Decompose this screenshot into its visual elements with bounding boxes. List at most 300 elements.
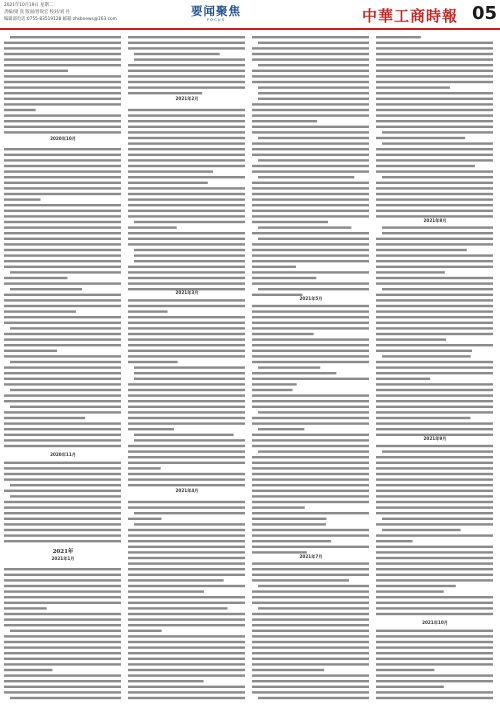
text-line	[4, 523, 121, 525]
text-line	[10, 697, 121, 699]
text-line	[258, 607, 369, 609]
text-line	[252, 652, 369, 654]
text-line	[128, 506, 245, 508]
text-line	[4, 64, 121, 66]
text-line	[4, 417, 85, 419]
text-line	[128, 534, 245, 536]
text-line	[258, 450, 369, 452]
text-line	[128, 355, 245, 357]
text-line	[128, 641, 245, 643]
section-subtitle: FOCUS	[206, 17, 225, 22]
text-line	[4, 501, 121, 503]
text-line	[4, 473, 121, 475]
text-line	[4, 81, 121, 83]
text-line	[128, 607, 228, 609]
text-line	[128, 170, 213, 172]
editor-line: 责编/梁 真 版面/曾锐宏 校对/刘 丹	[4, 10, 70, 15]
text-line	[4, 221, 121, 223]
text-line	[4, 579, 121, 581]
text-line	[382, 176, 493, 178]
text-column-2	[128, 34, 246, 704]
text-line	[4, 92, 121, 94]
text-line	[376, 47, 493, 49]
month-heading: 2021年7月	[299, 554, 323, 559]
text-line	[128, 142, 245, 144]
text-line	[4, 646, 121, 648]
text-line	[128, 310, 167, 312]
text-line	[252, 624, 369, 626]
text-line	[376, 187, 493, 189]
text-line	[134, 372, 245, 374]
contact-line: 编辑部电话:0755-83519128 邮箱:zhsbnews@163.com	[4, 17, 117, 22]
text-line	[4, 624, 121, 626]
text-line	[376, 70, 493, 72]
text-line	[258, 697, 369, 699]
text-line	[252, 305, 369, 307]
text-line	[252, 232, 369, 234]
text-line	[376, 243, 493, 245]
text-line	[252, 602, 369, 604]
text-line	[4, 204, 121, 206]
text-line	[376, 193, 493, 195]
text-line	[4, 652, 121, 654]
text-line	[4, 238, 121, 240]
text-line	[4, 86, 121, 88]
text-line	[376, 81, 493, 83]
text-line	[4, 333, 121, 335]
text-line	[382, 131, 493, 133]
text-line	[376, 294, 493, 296]
text-line	[252, 75, 369, 77]
text-line	[128, 338, 245, 340]
text-line	[376, 170, 493, 172]
text-line	[252, 512, 369, 514]
text-line	[4, 428, 121, 430]
text-line	[128, 697, 245, 699]
text-line	[128, 450, 245, 452]
text-line	[252, 310, 369, 312]
text-line	[128, 406, 245, 408]
text-line	[252, 322, 369, 324]
text-line	[376, 501, 493, 503]
text-line	[134, 366, 245, 368]
text-line	[382, 529, 461, 531]
text-line	[252, 630, 369, 632]
text-line	[4, 187, 121, 189]
text-line	[376, 652, 493, 654]
text-line	[128, 686, 245, 688]
text-line	[128, 618, 245, 620]
text-line	[128, 546, 245, 548]
text-line	[376, 182, 493, 184]
text-line	[376, 277, 493, 279]
text-line	[128, 75, 245, 77]
text-line	[128, 484, 245, 486]
text-line	[128, 226, 177, 228]
text-line	[252, 406, 369, 408]
text-line	[128, 691, 245, 693]
text-line	[134, 378, 245, 380]
text-line	[128, 680, 204, 682]
text-line	[376, 154, 493, 156]
text-line	[128, 114, 245, 116]
text-line	[128, 411, 245, 413]
text-line	[4, 355, 121, 357]
text-line	[376, 299, 493, 301]
text-line	[4, 277, 67, 279]
text-line	[252, 204, 369, 206]
text-line	[252, 327, 369, 329]
text-line	[128, 126, 245, 128]
text-line	[128, 238, 245, 240]
text-line	[252, 81, 369, 83]
text-line	[382, 450, 493, 452]
text-line	[4, 422, 121, 424]
text-line	[128, 568, 245, 570]
text-line	[376, 316, 493, 318]
text-line	[128, 327, 245, 329]
text-line	[4, 159, 121, 161]
text-line	[382, 355, 471, 357]
month-heading: 2021年5月	[299, 296, 323, 301]
text-line	[128, 389, 245, 391]
text-line	[128, 518, 162, 520]
text-line	[4, 260, 121, 262]
text-line	[4, 210, 121, 212]
text-line	[252, 534, 369, 536]
text-line	[252, 266, 296, 268]
text-line	[376, 271, 445, 273]
text-line	[376, 282, 493, 284]
text-line	[4, 338, 121, 340]
text-line	[128, 428, 174, 430]
text-line	[128, 574, 245, 576]
text-line	[4, 316, 121, 318]
text-line	[4, 641, 121, 643]
text-line	[10, 630, 121, 632]
text-line	[134, 523, 245, 525]
text-line	[10, 36, 121, 38]
text-line	[10, 484, 121, 486]
text-line	[4, 226, 121, 228]
text-line	[376, 36, 421, 38]
text-line	[252, 260, 369, 262]
text-line	[376, 137, 465, 139]
text-line	[252, 372, 336, 374]
text-line	[4, 299, 121, 301]
text-line	[128, 131, 245, 133]
text-line	[10, 327, 121, 329]
text-line	[376, 568, 493, 570]
text-lines-column-1	[4, 34, 122, 704]
text-line	[252, 422, 369, 424]
month-heading: 2021年1月	[51, 556, 75, 561]
month-heading: 2020年10月	[50, 136, 76, 141]
text-line	[382, 142, 493, 144]
text-line	[128, 674, 245, 676]
text-line	[128, 271, 245, 273]
text-line	[376, 585, 456, 587]
text-line	[128, 624, 245, 626]
text-line	[376, 210, 493, 212]
text-line	[252, 198, 369, 200]
text-line	[4, 478, 121, 480]
page-header	[0, 0, 500, 30]
text-line	[252, 215, 369, 217]
text-line	[252, 646, 369, 648]
text-line	[376, 92, 493, 94]
text-line	[4, 243, 121, 245]
text-line	[4, 618, 121, 620]
text-line	[4, 249, 121, 251]
text-line	[128, 137, 245, 139]
text-line	[128, 350, 245, 352]
text-line	[252, 473, 369, 475]
text-line	[4, 378, 121, 380]
text-line	[128, 400, 245, 402]
text-line	[4, 602, 121, 604]
text-line	[252, 383, 297, 385]
text-line	[128, 551, 245, 553]
text-line	[376, 512, 493, 514]
month-heading: 2021年8月	[423, 218, 447, 223]
month-heading: 2021年10月	[422, 620, 448, 625]
text-line	[4, 383, 121, 385]
text-line	[4, 585, 121, 587]
text-line	[4, 165, 121, 167]
text-line	[128, 602, 245, 604]
text-line	[4, 47, 121, 49]
text-line	[128, 109, 245, 111]
text-line	[4, 529, 121, 531]
text-line	[252, 635, 369, 637]
text-line	[4, 663, 121, 665]
text-line	[4, 691, 121, 693]
text-line	[252, 254, 369, 256]
text-line	[128, 64, 245, 66]
text-line	[4, 198, 41, 200]
text-line	[252, 529, 369, 531]
text-line	[128, 596, 245, 598]
text-line	[128, 635, 245, 637]
text-line	[376, 394, 493, 396]
text-line	[376, 478, 493, 480]
text-line	[252, 70, 369, 72]
text-line	[128, 529, 245, 531]
text-line	[252, 221, 328, 223]
text-line	[4, 310, 76, 312]
text-line	[252, 344, 369, 346]
text-line	[376, 506, 493, 508]
text-line	[376, 579, 493, 581]
text-line	[252, 36, 369, 38]
text-line	[382, 232, 493, 234]
text-line	[10, 495, 121, 497]
text-line	[258, 238, 369, 240]
text-line	[252, 350, 369, 352]
text-line	[376, 562, 493, 564]
text-line	[128, 456, 245, 458]
text-line	[128, 36, 245, 38]
text-line	[128, 562, 245, 564]
text-line	[252, 518, 326, 520]
text-line	[252, 243, 369, 245]
text-line	[252, 691, 369, 693]
text-line	[4, 254, 121, 256]
text-line	[10, 271, 121, 273]
text-line	[252, 361, 369, 363]
text-line	[252, 47, 369, 49]
text-line	[252, 355, 369, 357]
text-line	[4, 680, 121, 682]
text-line	[252, 58, 369, 60]
text-line	[376, 646, 493, 648]
text-line	[252, 333, 314, 335]
text-line	[252, 579, 349, 581]
text-line	[376, 159, 493, 161]
text-line	[376, 540, 413, 542]
text-column-4	[376, 34, 494, 704]
text-line	[4, 372, 121, 374]
text-line	[10, 389, 121, 391]
text-line	[252, 417, 369, 419]
text-line	[134, 53, 220, 55]
text-line	[258, 137, 369, 139]
text-line	[128, 652, 245, 654]
text-line	[4, 266, 121, 268]
text-line	[252, 400, 369, 402]
text-line	[252, 210, 369, 212]
text-line	[252, 394, 369, 396]
text-line	[376, 266, 493, 268]
text-line	[128, 277, 245, 279]
text-line	[128, 383, 245, 385]
text-line	[376, 523, 493, 525]
text-line	[252, 316, 369, 318]
text-line	[128, 299, 245, 301]
text-line	[258, 92, 369, 94]
text-line	[4, 490, 121, 492]
text-line	[128, 187, 245, 189]
text-line	[252, 686, 369, 688]
text-line	[4, 434, 121, 436]
text-column-1	[4, 34, 122, 704]
text-line	[252, 680, 369, 682]
text-line	[134, 512, 245, 514]
text-line	[4, 445, 121, 447]
text-line	[252, 501, 369, 503]
text-line	[252, 170, 369, 172]
text-line	[376, 630, 493, 632]
text-line	[252, 338, 369, 340]
text-line	[252, 574, 369, 576]
text-line	[252, 120, 317, 122]
text-line	[134, 254, 245, 256]
text-line	[10, 406, 121, 408]
text-line	[252, 142, 369, 144]
text-line	[376, 445, 493, 447]
text-line	[376, 596, 493, 598]
text-line	[376, 165, 475, 167]
text-line	[258, 64, 369, 66]
text-line	[252, 590, 369, 592]
text-line	[376, 98, 493, 100]
text-line	[376, 58, 493, 60]
text-line	[134, 58, 245, 60]
text-line	[128, 120, 245, 122]
month-heading: 2021年9月	[423, 436, 447, 441]
text-line	[376, 607, 493, 609]
text-line	[376, 42, 493, 44]
text-line	[4, 305, 121, 307]
text-line	[258, 98, 369, 100]
text-line	[376, 198, 493, 200]
text-line	[252, 462, 369, 464]
article-body	[4, 34, 496, 704]
text-line	[4, 344, 121, 346]
text-line	[128, 86, 245, 88]
text-line	[252, 282, 369, 284]
text-line	[376, 148, 493, 150]
text-line	[252, 613, 369, 615]
text-line	[128, 669, 245, 671]
text-line	[376, 641, 493, 643]
text-line	[128, 165, 245, 167]
text-line	[134, 434, 234, 436]
text-line	[4, 512, 121, 514]
text-line	[376, 590, 444, 592]
text-line	[258, 226, 351, 228]
text-line	[4, 42, 121, 44]
text-line	[128, 473, 245, 475]
text-line	[10, 361, 121, 363]
text-line	[128, 658, 245, 660]
text-line	[382, 518, 493, 520]
text-line	[4, 590, 121, 592]
text-line	[128, 478, 245, 480]
text-line	[128, 316, 245, 318]
text-line	[376, 495, 493, 497]
text-line	[252, 456, 369, 458]
text-line	[4, 674, 121, 676]
text-line	[376, 305, 493, 307]
text-line	[4, 518, 121, 520]
text-line	[376, 338, 446, 340]
text-line	[376, 428, 493, 430]
text-line	[252, 434, 369, 436]
text-line	[376, 361, 493, 363]
text-line	[10, 288, 82, 290]
text-line	[4, 534, 121, 536]
text-line	[4, 669, 52, 671]
text-line	[128, 154, 245, 156]
text-line	[4, 366, 121, 368]
text-line	[252, 641, 369, 643]
text-line	[252, 596, 369, 598]
text-line	[4, 232, 121, 234]
text-line	[376, 546, 493, 548]
text-line	[376, 120, 493, 122]
section-title: 要闻聚焦	[191, 4, 241, 18]
text-line	[128, 204, 245, 206]
text-line	[376, 86, 450, 88]
text-line	[4, 613, 121, 615]
text-line	[252, 568, 369, 570]
text-line	[134, 439, 245, 441]
text-line	[4, 540, 121, 542]
text-line	[128, 81, 245, 83]
text-line	[252, 658, 369, 660]
